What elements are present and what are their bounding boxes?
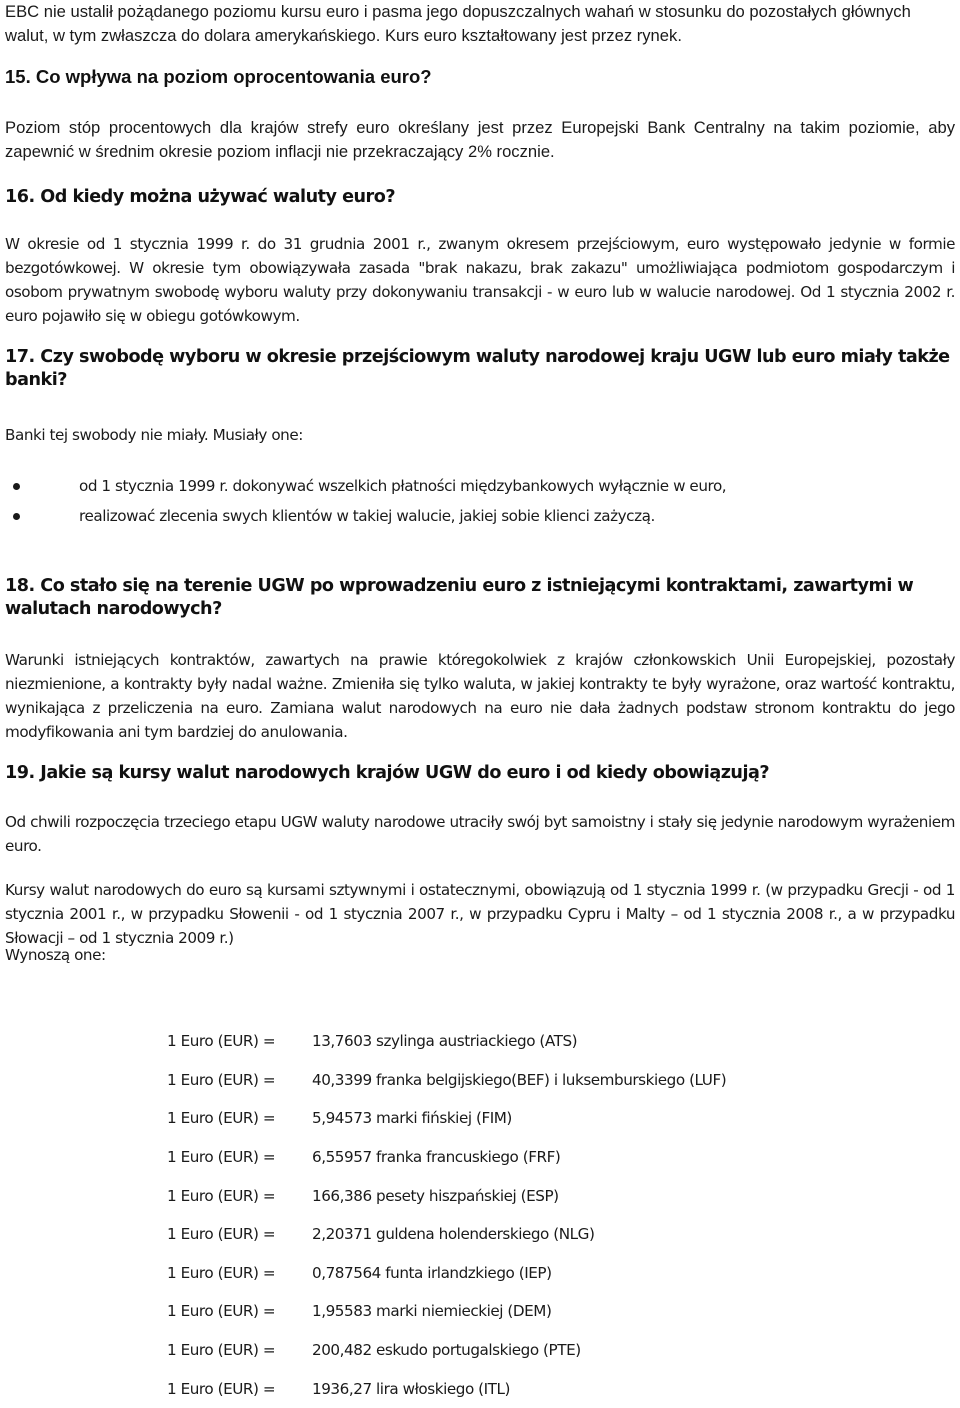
exchange-rate-row: 1 Euro (EUR) = 166,386 pesety hiszpańskiej (ESP): [167, 1186, 559, 1205]
exchange-rate-row: 1 Euro (EUR) = 6,55957 franka francuskiego (FRF): [167, 1148, 561, 1167]
exchange-rate-row: 1 Euro (EUR) = 13,7603 szylinga austriackiego (ATS): [167, 1032, 578, 1051]
intro-paragraph: EBC nie ustalił pożądanego poziomu kursu euro i pasma jego dopuszczalnych wahań w stosunku do pozostałych głównych walut, w tym zwłaszcza do dolara amerykańskiego. Kurs euro kształtowany jest przez rynek.: [5, 2, 911, 45]
exchange-rate-row: 1 Euro (EUR) = 5,94573 marki fińskiej (FIM): [167, 1109, 512, 1128]
question-17-answer: Banki tej swobody nie miały. Musiały one:: [5, 426, 303, 444]
exchange-rate-row: 1 Euro (EUR) = 200,482 eskudo portugalskiego (PTE): [167, 1341, 581, 1360]
question-19-paragraph-2: Kursy walut narodowych do euro są kursami sztywnymi i ostatecznymi, obowiązują od 1 stycznia 1999 r. (w przypadku Grecji - od 1 stycznia 2001 r., w przypadku Słowenii - od 1 stycznia 2007 r., w przypadku Cypru i Malty – od 1 stycznia 2008 r., a w przypadku Słowacji – od 1 stycznia 2009 r.): [5, 881, 955, 947]
question-16-answer: W okresie od 1 stycznia 1999 r. do 31 grudnia 2001 r., zwanym okresem przejściowym, euro występowało jedynie w formie bezgotówkowej. W okresie tym obowiązywała zasada "brak nakazu, brak zakazu" umożliwiająca podmiotom gospodarczym i osobom prywatnym swobodę wyboru waluty przy dokonywaniu transakcji - w euro lub w walucie narodowej. Od 1 stycznia 2002 r. euro pojawiło się w obiegu gotówkowym.: [5, 235, 955, 325]
question-17-bullet-list: [5, 474, 955, 534]
question-19-heading: 19. Jakie są kursy walut narodowych krajów UGW do euro i od kiedy obowiązują?: [5, 763, 770, 783]
bullet-icon: [13, 513, 20, 520]
question-19-paragraph-3: Wynoszą one:: [5, 946, 106, 964]
exchange-rate-table: [167, 1022, 726, 1408]
question-18-answer: Warunki istniejących kontraktów, zawartych na prawie któregokolwiek z krajów członkowskich Unii Europejskiej, pozostały niezmienione, a kontrakty były nadal ważne. Zmieniła się tylko waluta, w jakiej kontrakty te były wyrażone, oraz wartość kontraktu, wynikająca z przeliczenia na euro. Zamiana walut narodowych na euro nie dała żadnych podstaw stronom kontraktu do jego modyfikowania ani tym bardziej do anulowania.: [5, 651, 955, 741]
question-15-heading: 15. Co wpływa na poziom oprocentowania euro?: [5, 66, 432, 87]
question-16-heading: 16. Od kiedy można używać waluty euro?: [5, 187, 396, 207]
exchange-rate-row: 1 Euro (EUR) = 2,20371 guldena holenderskiego (NLG): [167, 1225, 595, 1244]
bullet-icon: [13, 483, 20, 490]
question-17-heading: 17. Czy swobodę wyboru w okresie przejściowym waluty narodowej kraju UGW lub euro miały także banki?: [5, 347, 950, 390]
exchange-rate-row: 1 Euro (EUR) = 0,787564 funta irlandzkiego (IEP): [167, 1263, 552, 1282]
bullet-item: realizować zlecenia swych klientów w takiej walucie, jakiej sobie klienci zażyczą.: [5, 504, 955, 534]
exchange-rate-row: 1 Euro (EUR) = 1936,27 lira włoskiego (ITL): [167, 1379, 510, 1398]
question-18-heading: 18. Co stało się na terenie UGW po wprowadzeniu euro z istniejącymi kontraktami, zawartymi w walutach narodowych?: [5, 576, 914, 619]
bullet-item: od 1 stycznia 1999 r. dokonywać wszelkich płatności międzybankowych wyłącznie w euro,: [5, 474, 955, 504]
question-15-answer: Poziom stóp procentowych dla krajów strefy euro określany jest przez Europejski Bank Centralny na takim poziomie, aby zapewnić w średnim okresie poziom inflacji nie przekraczający 2% rocznie.: [5, 118, 955, 161]
question-19-paragraph-1: Od chwili rozpoczęcia trzeciego etapu UGW waluty narodowe utraciły swój byt samoistny i stały się jedynie narodowym wyrażeniem euro.: [5, 813, 955, 855]
exchange-rate-row: 1 Euro (EUR) = 40,3399 franka belgijskiego(BEF) i luksemburskiego (LUF): [167, 1070, 727, 1089]
exchange-rate-row: 1 Euro (EUR) = 1,95583 marki niemieckiej (DEM): [167, 1302, 552, 1321]
